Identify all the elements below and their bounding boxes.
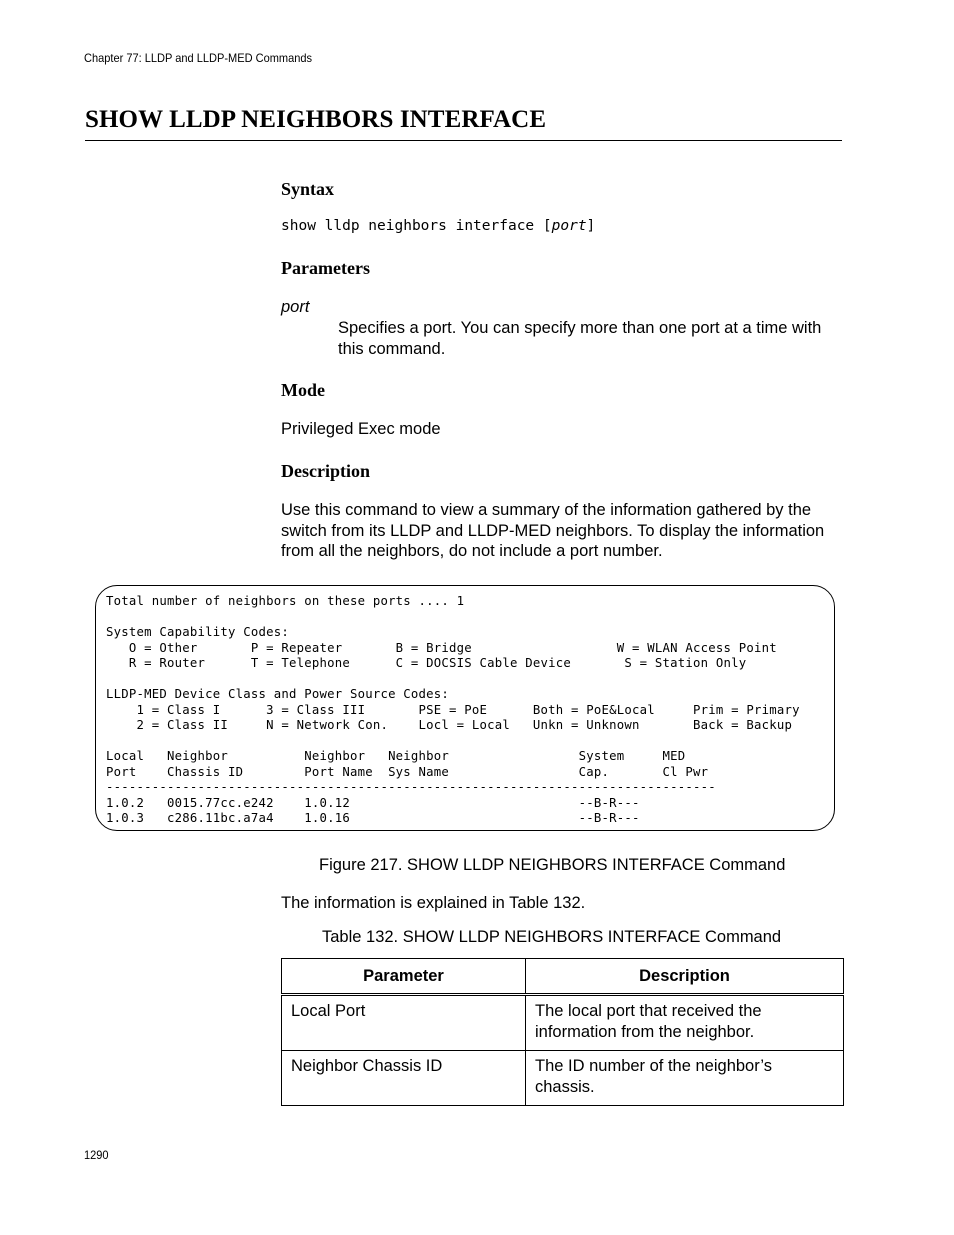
title-rule <box>85 140 842 141</box>
page-title: SHOW LLDP NEIGHBORS INTERFACE <box>85 106 547 133</box>
table-cell-parameter: Neighbor Chassis ID <box>282 1051 526 1106</box>
screen-output: Total number of neighbors on these ports .... 1 System Capability Codes: O = Other P = Repeater B = Bridge W = WLAN Access Point R = Router T = Telephone C = DOCSIS Cable Device S = Station Only LLDP-MED Device Class and Power Source Codes: 1 = Class I 3 = Class III PSE = PoE Both = PoE&Local Prim = Primary 2 = Class II N = Network Con. Locl = Local Unkn = Unknown Back = Backup Local Neighbor Neighbor Neighbor System MED Port Chassis ID Port Name Sys Name Cap. Cl Pwr -------------------------------------------------------------------------------- 1.0.2 0015.77cc.e242 1.0.12 --B-R--- 1.0.3 c286.11bc.a7a4 1.0.16 --B-R--- <box>106 594 800 825</box>
parameter-table <box>281 958 844 1106</box>
column-header-description: Description <box>526 959 844 995</box>
table-cell-parameter: Local Port <box>282 995 526 1051</box>
syntax-argument: port <box>551 218 587 234</box>
table-row <box>282 995 844 1051</box>
page-number: 1290 <box>84 1148 109 1162</box>
table-cell-description: The local port that received the information from the neighbor. <box>526 995 844 1051</box>
syntax-command-text: show lldp neighbors interface [ <box>281 218 552 234</box>
syntax-close-bracket: ] <box>586 218 596 234</box>
table-cell-description: The ID number of the neighbor’s chassis. <box>526 1051 844 1106</box>
mode-heading: Mode <box>281 380 325 400</box>
syntax-command <box>281 216 595 237</box>
description-heading: Description <box>281 461 370 481</box>
figure-caption: Figure 217. SHOW LLDP NEIGHBORS INTERFACE Command <box>319 856 786 874</box>
mode-text: Privileged Exec mode <box>281 420 441 438</box>
table-header-row <box>282 959 844 995</box>
description-text: Use this command to view a summary of the information gathered by the switch from its LLDP and LLDP-MED neighbors. To display the information from all the neighbors, do not include a port number. <box>281 501 825 560</box>
parameters-heading: Parameters <box>281 258 370 278</box>
parameter-description: Specifies a port. You can specify more than one port at a time with this command. <box>338 319 822 358</box>
table-caption: Table 132. SHOW LLDP NEIGHBORS INTERFACE Command <box>322 928 782 946</box>
table-intro: The information is explained in Table 132. <box>281 894 586 912</box>
column-header-parameter: Parameter <box>282 959 526 995</box>
table-row <box>282 1051 844 1106</box>
running-head: Chapter 77: LLDP and LLDP-MED Commands <box>84 51 313 65</box>
syntax-heading: Syntax <box>281 179 335 199</box>
parameter-name: port <box>281 298 310 316</box>
